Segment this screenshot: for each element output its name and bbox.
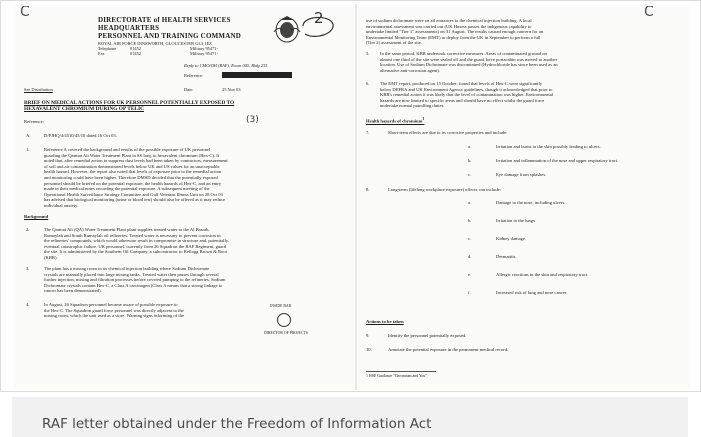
list-item-letter: e. <box>468 272 472 277</box>
text-line: personnel should be briefed on the potential exposure, the health hazards of Hex-C, and an entry <box>44 180 222 186</box>
health-hazards-heading: Health hazards of chromium$^1$ <box>366 117 425 124</box>
text-line: In August, 26 Squadron personnel became aware of possible exposure to <box>44 302 178 307</box>
header-telephone-label: Telephone <box>98 46 117 51</box>
text-line: Rumaylah and South Rumaylah oil refineries. Treated water is necessary to prevent corrosion in <box>44 232 221 238</box>
list-item-letter: a. <box>468 144 472 149</box>
text-line: eventual catastrophic failure. UK personnel, currently from 26 Squadron the RAF Regiment, guard <box>44 243 227 249</box>
list-item-letter: c. <box>468 172 472 177</box>
margin-mark-right: C <box>644 6 654 20</box>
text-line: health hazard. However, the report also noted that levels of exposure prior to the remedial action <box>44 169 222 175</box>
para-1 <box>44 147 349 209</box>
text-line: individual anxiety. <box>44 202 79 208</box>
header-military-fax: Military 95471- <box>190 51 218 56</box>
header-telephone-value: 01452 <box>130 46 141 51</box>
image-caption: RAF letter obtained under the Freedom of Information Act <box>42 416 432 432</box>
text-line: has advised that biological monitoring (urine or blood test) should also be offered as it may reduce <box>44 197 226 203</box>
para-10-number: 10. <box>366 347 372 352</box>
header-headquarters: HEADQUARTERS <box>98 24 160 32</box>
date-label: Date: <box>184 87 194 92</box>
reference-heading: Reference: <box>24 119 44 124</box>
text-line: KBR's remedial action it was likely that the level of contamination was higher. Environmental <box>380 92 554 98</box>
header-fax-value: 01452 <box>130 51 141 56</box>
list-item-letter: c. <box>468 236 472 241</box>
text-line: hazards are now limited to specific areas and should have no effect whilst the guard force <box>380 97 545 103</box>
ref-a-text: D/PJHQ/4/4510/45/10 dated 16 Oct 03. <box>44 133 117 138</box>
text-line: undertake normal patrolling duties. <box>380 103 445 109</box>
text-line: (Tier 2) assessment of the site. <box>366 40 422 46</box>
list-item-text: Irritation and inflammation of the nose and upper respiratory tract. <box>496 158 619 163</box>
reply-to-line: Reply to CMO/OH (RAF), Room 005, Bldg 235 <box>184 63 268 68</box>
text-line: noted that, after remedial action to suppress dust levels had been taken by contractors, measurement <box>44 158 228 164</box>
title-line-1: BRIEF ON MEDICAL ACTIONS FOR UK PERSONNEL POTENTIALLY EXPOSED TO <box>24 100 235 106</box>
text-line: Operational Health Surveillance Strategy Committee and Gulf Veterans Illness Unit on 28 Oct 03 <box>44 191 223 197</box>
letter-page-left <box>14 6 354 388</box>
para-6 <box>380 81 670 109</box>
para-7-number: 7. <box>366 130 370 135</box>
handwritten-page-number: 2 <box>314 9 324 27</box>
redacted-reference-bar <box>222 72 292 78</box>
text-line: The Qarmat Ali (QA) Water Treatment Plant plant supplies treated water to the Al Basrah, <box>44 227 210 232</box>
text-line: The EMT report, produced on 15 October, found that levels of Hex-C were significantly <box>380 81 543 86</box>
text-line: use of sodium dichromate were on all entrances to the chemical injection building. A local <box>366 18 532 23</box>
list-item-text: Allergic reactions in the skin and respiratory tract. <box>496 272 589 277</box>
text-line: location. Use of Sodium Dichromate was discontinued (Hydrochloride has since been used as an <box>380 62 558 68</box>
stamp-bottom-text: DIRECTOR OF PROJECTS <box>264 331 308 335</box>
reference-label: Reference: <box>184 73 204 78</box>
para-2 <box>44 227 349 261</box>
para-9: Identify the personnel potentially exposed. <box>388 333 467 338</box>
para-9-number: 9. <box>366 333 370 338</box>
para-7: Short-term effects are due to its corrosive properties and include: <box>388 130 508 135</box>
para-5-number: 5. <box>366 51 370 56</box>
list-item-text: Damage to the nose, including ulcers. <box>496 200 566 205</box>
text-line: and monitoring could have been higher. Therefore DMSD decided that the potentially exposed <box>44 174 218 180</box>
text-line: undertake limited "Tier 1" assessments) on 31 August. The results caused enough concern for an <box>366 29 544 35</box>
text-line: below DEFRA and UK Environment Agency guidelines, though it acknowledged that prior to <box>380 86 553 92</box>
text-line: of soil and air contamination demonstrated levels below UK and US values for an unacceptable <box>44 163 220 169</box>
stamp-top-text: INSIDE BAR <box>270 304 292 308</box>
header-address: ROYAL AIR FORCE INNSWORTH, GLOUCESTER GL3 1EZ <box>98 41 212 46</box>
background-heading: Background <box>24 214 49 219</box>
list-item-text: Increased risk of lung and nose cancer. <box>496 290 568 295</box>
list-item-text: Dermatitis. <box>496 254 517 259</box>
list-item-letter: b. <box>468 218 472 223</box>
para-4 <box>44 302 264 319</box>
list-item-text: Eye damage from splashes. <box>496 172 547 177</box>
title-line-2: HEXAVALENT CHROMIUM DURING OP TELIC <box>24 106 145 112</box>
footnote: 1 HSE Guidance "Chromium and You" <box>366 374 427 378</box>
text-line: The plant has a mixing room in its chemical injection building where Sodium Dichromate <box>44 266 210 271</box>
page-fold <box>355 4 357 390</box>
text-line: further injection, mixing and filtration processes before covered pumping to the refineries. Sodium <box>44 277 226 283</box>
para-8: Long-term (lifelong workplace exposure) effects can include: <box>388 187 501 192</box>
para-3-number: 3. <box>26 266 30 271</box>
text-line: cancer has been demonstrated). <box>44 288 102 294</box>
header-command: PERSONNEL AND TRAINING COMMAND <box>98 32 241 40</box>
actions-heading: Actions to be taken <box>366 319 404 324</box>
text-line: (KBR). <box>44 254 58 260</box>
text-line: the refineries' compounds, which would otherwise result in compromise in structure and, potentially, <box>44 238 229 244</box>
text-line: Reference A covered the background and results of the possible exposure of UK personnel <box>44 147 211 152</box>
list-item-letter: b. <box>468 158 472 163</box>
para-5 <box>380 51 670 73</box>
text-line: environmental assessment was carried out (UK Hmoss passes the indigenous capability to <box>366 23 532 29</box>
text-line: guarding the Qarmat Ali Water Treatment Plant in SS Iraq, to hexavalent chromium (Hex-C). It <box>44 152 220 158</box>
stamp-circle-icon <box>276 312 292 328</box>
text-line: crystals are manually placed into large mixing tanks. Treated water then passes through several <box>44 271 219 277</box>
header-military-telephone: Military 95471- <box>190 46 218 51</box>
text-line: the Hex-C. The Squadron guard force personnel was directly adjacent to the <box>44 307 184 313</box>
para-2-number: 2. <box>26 227 30 232</box>
list-item-letter: d. <box>468 254 472 259</box>
list-item-text: Irritation to the lungs. <box>496 218 537 223</box>
list-item-letter: a. <box>468 200 472 205</box>
text-line: alternative anti-corrosion agent). <box>380 67 441 73</box>
para-10: Annotate the potential exposure in the permanent medical record. <box>388 347 509 352</box>
footnote-rule <box>366 371 436 372</box>
text-line: Dichromate crystals contain Hex-C, a Class A carcinogen (Class A means that a strong linkage to <box>44 282 223 288</box>
para-8-number: 8. <box>366 187 370 192</box>
date-value: 25 Nov 03 <box>222 87 241 92</box>
text-line: made in their medical notes recording the potential exposure. A subsequent meeting of the <box>44 186 210 192</box>
ref-a-letter: A. <box>26 133 31 138</box>
para-3 <box>44 266 349 294</box>
handwritten-reference-mark: (3) <box>246 115 259 125</box>
para-6-number: 6. <box>366 81 370 86</box>
margin-mark: C <box>20 6 30 20</box>
text-line: In the same period, KBR undertook corrective measures. Areas of contaminated ground on <box>380 51 547 56</box>
text-line: mixing room, which the unit used as a store. Warning signs informing of the <box>44 313 185 319</box>
list-item-text: Irritation and burns to the skin possibly leading to ulcers. <box>496 144 601 149</box>
para-4-number: 4. <box>26 302 30 307</box>
letter-page-right <box>358 6 690 388</box>
text-line: almost one third of the site were sealed off and the guard force portacabin was moved to another <box>380 56 558 62</box>
list-item-text: Kidney damage. <box>496 236 527 241</box>
continuation-paragraph <box>366 18 666 46</box>
text-line: Environmental Monitoring Team (EMT) to deploy from the UK in September to perform a full <box>366 34 541 40</box>
list-item-letter: f. <box>468 290 471 295</box>
text-line: the site. It is administered by the Southern Oil Company, a subcontractor to Kellogg Brown & Root <box>44 249 227 255</box>
header-fax-label: Fax <box>98 51 105 56</box>
see-distribution: See Distribution <box>24 87 53 92</box>
para-1-number: 1. <box>26 147 30 152</box>
header-directorate: DIRECTORATE of HEALTH SERVICES <box>98 16 231 24</box>
